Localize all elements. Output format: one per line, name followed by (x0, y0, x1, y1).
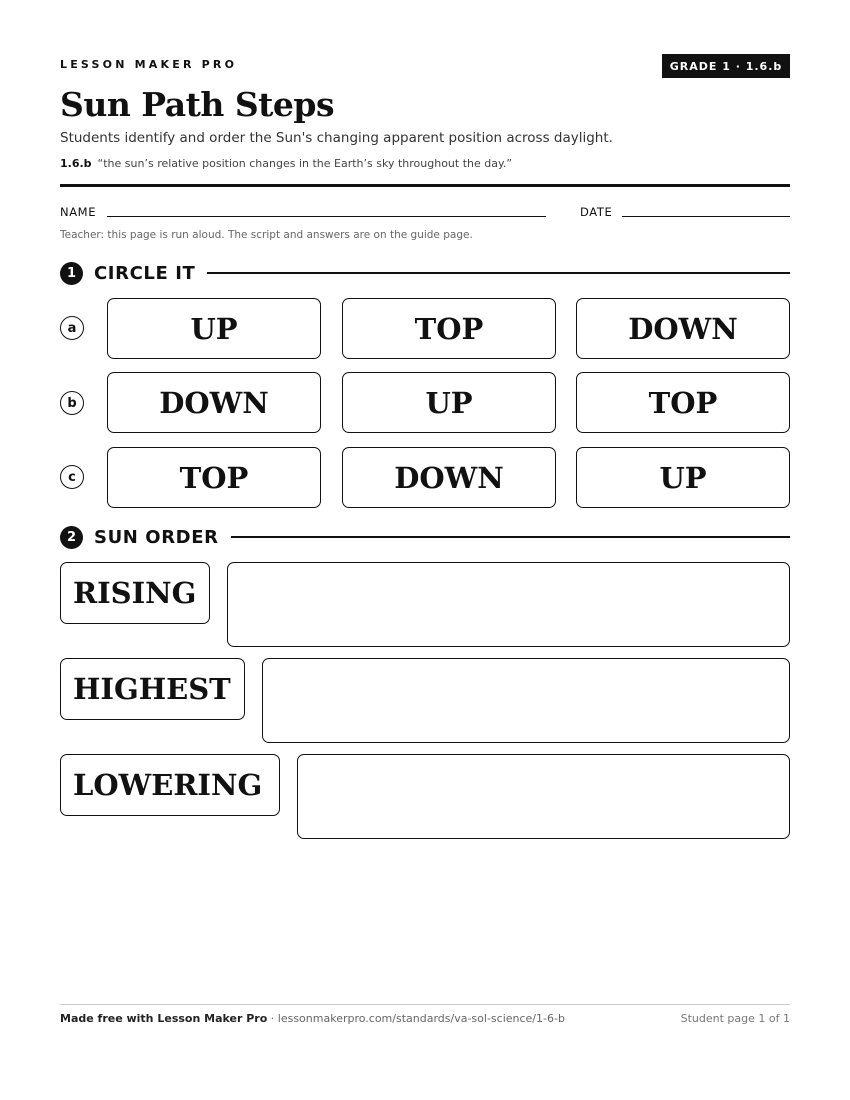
word-choice[interactable]: UP (342, 372, 556, 433)
standard-code: 1.6.b (60, 157, 92, 170)
word-choice[interactable]: DOWN (342, 447, 556, 508)
word-choice[interactable]: UP (107, 298, 321, 359)
worksheet-page (60, 0, 790, 1100)
word-choice[interactable]: DOWN (107, 372, 321, 433)
standard-line (60, 157, 512, 170)
word-choice[interactable]: TOP (107, 447, 321, 508)
date-field[interactable] (622, 216, 790, 217)
word-choice[interactable]: UP (576, 447, 790, 508)
section-rule (231, 536, 790, 538)
name-field[interactable] (107, 216, 546, 217)
answer-box-highest[interactable] (262, 658, 790, 743)
page-subtitle: Students identify and order the Sun's changing apparent position across daylight. (60, 130, 613, 146)
header-divider (60, 184, 790, 187)
answer-box-rising[interactable] (227, 562, 790, 647)
row-letter-b: b (60, 391, 84, 415)
footer-credit (60, 1012, 565, 1025)
section-title: CIRCLE IT (94, 262, 196, 284)
section-circle-it-header (60, 261, 790, 285)
grade-badge: GRADE 1 · 1.6.b (662, 54, 790, 78)
order-tag-rising: RISING (60, 562, 210, 624)
name-label: NAME (60, 205, 97, 219)
footer-made-with: Made free with Lesson Maker Pro (60, 1012, 268, 1025)
word-choice[interactable]: TOP (342, 298, 556, 359)
footer-divider (60, 1004, 790, 1005)
order-tag-highest: HIGHEST (60, 658, 245, 720)
section-rule (207, 272, 790, 274)
teacher-note: Teacher: this page is run aloud. The script and answers are on the guide page. (60, 229, 473, 241)
page-title: Sun Path Steps (60, 85, 335, 124)
footer-page-number: Student page 1 of 1 (680, 1012, 790, 1025)
row-letter-c: c (60, 465, 84, 489)
standard-text: “the sun’s relative position changes in the Earth’s sky throughout the day.” (97, 157, 513, 170)
footer-link[interactable]: · lessonmakerpro.com/standards/va-sol-science/1-6-b (267, 1012, 565, 1025)
date-label: DATE (580, 205, 613, 219)
section-number: 1 (60, 262, 83, 285)
brand-name: LESSON MAKER PRO (60, 58, 238, 71)
section-sun-order-header (60, 525, 790, 549)
row-letter-a: a (60, 316, 84, 340)
section-number: 2 (60, 526, 83, 549)
order-tag-lowering: LOWERING (60, 754, 280, 816)
word-choice[interactable]: TOP (576, 372, 790, 433)
section-title: SUN ORDER (94, 526, 219, 548)
word-choice[interactable]: DOWN (576, 298, 790, 359)
answer-box-lowering[interactable] (297, 754, 790, 839)
